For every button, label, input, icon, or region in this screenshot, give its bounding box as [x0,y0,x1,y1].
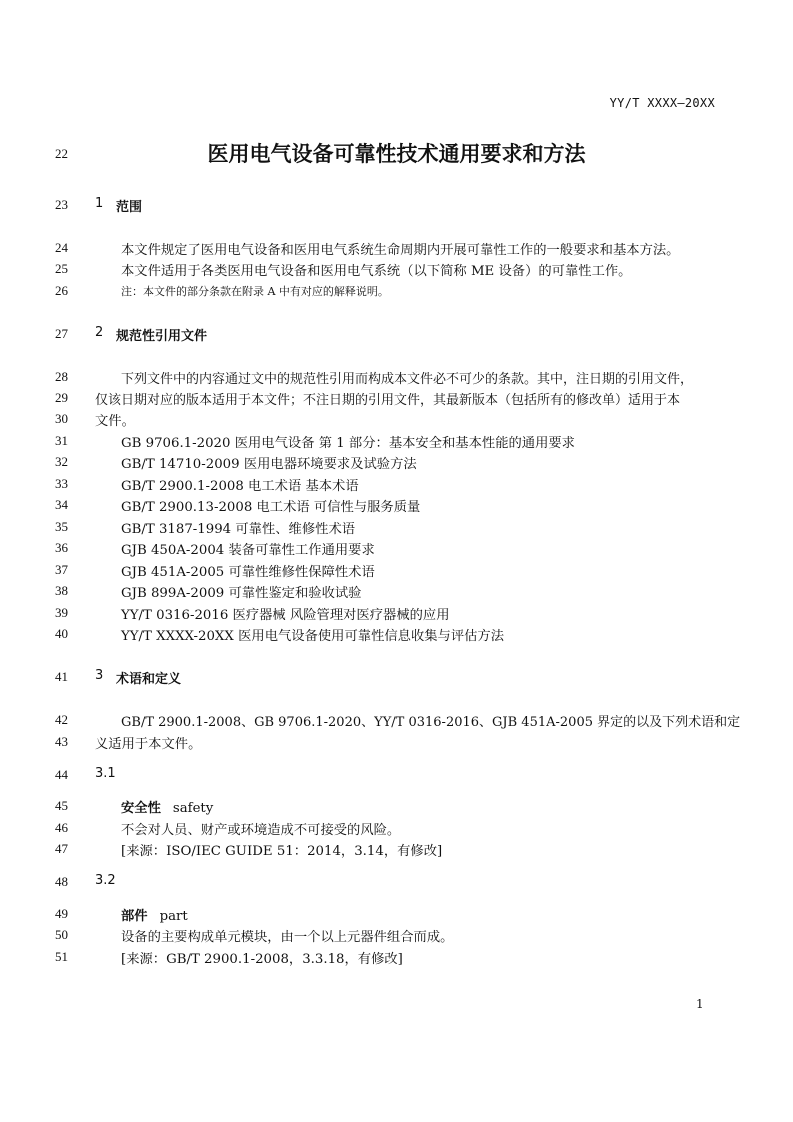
term-definition: 设备的主要构成单元模块，由一个以上元器件组合而成。 [121,930,454,945]
reference-item: GJB 450A-2004 装备可靠性工作通用要求 [121,543,375,558]
line-number: 46 [55,820,68,835]
reference-item: GJB 899A-2009 可靠性鉴定和验收试验 [121,586,362,601]
page-number: 1 [696,997,704,1011]
normative-intro-line-1: 下列文件中的内容通过文中的规范性引用而构成本文件必不可少的条款。其中，注日期的引用文件， [121,372,694,387]
scope-note: 注：本文件的部分条款在附录 A 中有对应的解释说明。 [121,285,389,298]
term-heading [121,797,213,816]
document-code: YY/T XXXX—20XX [609,96,715,110]
terms-intro-line-1: GB/T 2900.1-2008、GB 9706.1-2020、YY/T 0316-2016、GJB 451A-2005 界定的以及下列术语和定 [121,715,741,730]
terms-intro-line-2: 义适用于本文件。 [95,737,202,752]
line-number: 38 [55,583,68,598]
section-3-number: 3 [95,668,104,683]
scope-paragraph-2: 本文件适用于各类医用电气设备和医用电气系统（以下简称 ME 设备）的可靠性工作。 [121,264,632,279]
normative-intro-line-3: 文件。 [95,414,135,429]
term-english: part [159,909,188,924]
line-number: 41 [55,669,68,684]
section-2-number: 2 [95,325,104,340]
reference-item: GB/T 2900.13-2008 电工术语 可信性与服务质量 [121,500,421,515]
term-source: [来源：ISO/IEC GUIDE 51：2014，3.14，有修改] [121,844,443,859]
line-number: 24 [55,240,68,255]
line-number: 30 [55,411,68,426]
reference-item: GJB 451A-2005 可靠性维修性保障性术语 [121,565,375,580]
line-number: 26 [55,283,68,298]
document-title: 医用电气设备可靠性技术通用要求和方法 [207,142,586,166]
line-number: 34 [55,497,68,512]
section-3-title: 术语和定义 [116,672,182,687]
reference-item: GB/T 14710-2009 医用电器环境要求及试验方法 [121,457,417,472]
reference-item: YY/T 0316-2016 医疗器械 风险管理对医疗器械的应用 [121,608,450,623]
line-number: 22 [55,146,68,161]
term-number: 3.2 [95,873,116,888]
reference-item: GB/T 3187-1994 可靠性、维修性术语 [121,522,356,537]
line-number: 37 [55,562,68,577]
section-1-number: 1 [95,196,104,211]
line-number: 51 [55,949,68,964]
normative-intro-line-2: 仅该日期对应的版本适用于本文件；不注日期的引用文件，其最新版本（包括所有的修改单）适用于本 [95,393,681,408]
line-number: 32 [55,454,68,469]
line-number: 25 [55,261,68,276]
reference-item: YY/T XXXX-20XX 医用电气设备使用可靠性信息收集与评估方法 [121,629,505,644]
line-number: 33 [55,476,68,491]
section-1-title: 范围 [116,200,143,215]
scope-paragraph-1: 本文件规定了医用电气设备和医用电气系统生命周期内开展可靠性工作的一般要求和基本方法。 [121,243,680,258]
line-number: 43 [55,734,68,749]
term-source: [来源：GB/T 2900.1-2008，3.3.18，有修改] [121,952,403,967]
section-2-title: 规范性引用文件 [116,329,208,344]
line-number: 40 [55,626,68,641]
term-definition: 不会对人员、财产或环境造成不可接受的风险。 [121,823,401,838]
line-number: 27 [55,326,68,341]
line-number: 31 [55,433,68,448]
line-number: 23 [55,197,68,212]
line-number: 47 [55,841,68,856]
line-number: 50 [55,927,68,942]
line-number: 28 [55,369,68,384]
reference-item: GB 9706.1-2020 医用电气设备 第 1 部分：基本安全和基本性能的通用要求 [121,436,575,451]
term-heading [121,905,188,924]
line-number: 45 [55,798,68,813]
term-number: 3.1 [95,766,116,781]
term-chinese: 安全性 [121,801,161,816]
line-number: 36 [55,540,68,555]
line-number: 39 [55,605,68,620]
reference-item: GB/T 2900.1-2008 电工术语 基本术语 [121,479,359,494]
line-number: 49 [55,906,68,921]
line-number: 35 [55,519,68,534]
line-number: 29 [55,390,68,405]
line-number: 48 [55,874,68,889]
line-number: 44 [55,767,68,782]
term-english: safety [172,801,214,816]
term-chinese: 部件 [121,909,148,924]
line-number: 42 [55,712,68,727]
